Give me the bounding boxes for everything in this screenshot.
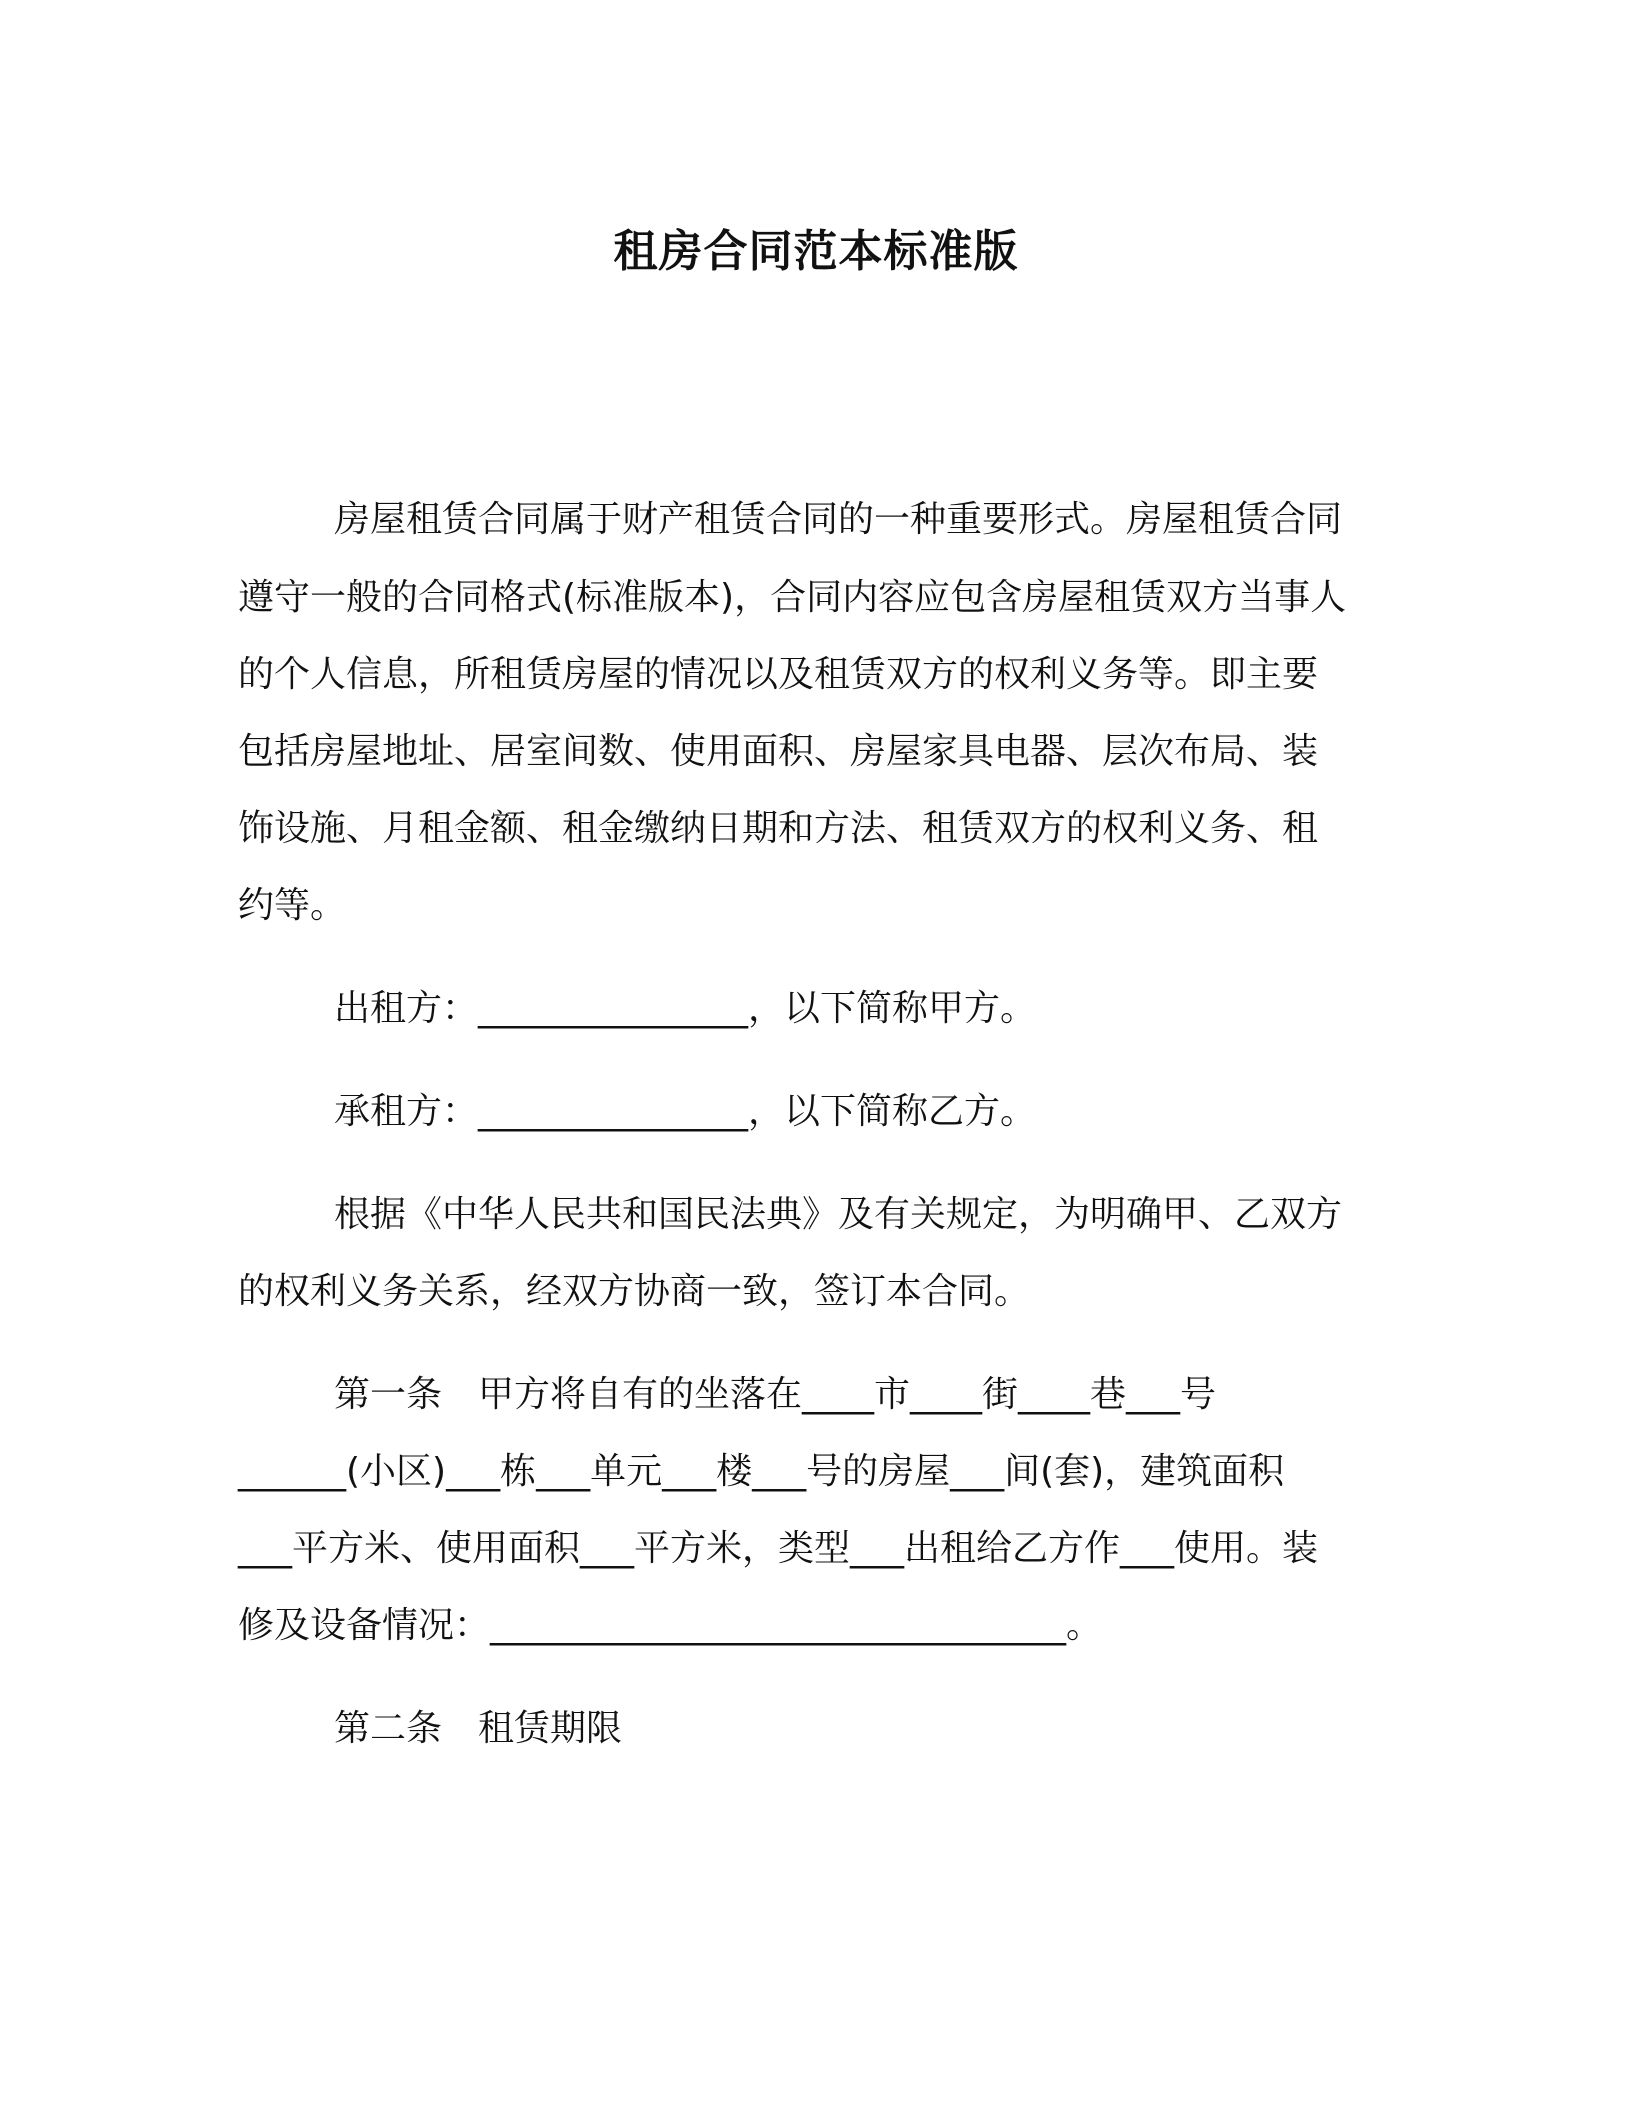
article-2-heading: 第二条 租赁期限: [334, 1708, 623, 1749]
intro-paragraph-line-2: 遵守一般的合同格式(标准版本)，合同内容应包含房屋租赁双方当事人: [238, 577, 1347, 618]
article-1-line-1: 第一条 甲方将自有的坐落在____市____街____巷___号: [334, 1374, 1217, 1415]
lessee-line: 承租方：_______________，以下简称乙方。: [334, 1091, 1037, 1132]
basis-paragraph-line-1: 根据《中华人民共和国民法典》及有关规定，为明确甲、乙双方: [334, 1194, 1343, 1235]
article-1-line-3: ___平方米、使用面积___平方米，类型___出租给乙方作___使用。装: [238, 1528, 1319, 1569]
intro-paragraph-line-6: 约等。: [238, 885, 347, 926]
basis-paragraph-line-2: 的权利义务关系，经双方协商一致，签订本合同。: [238, 1271, 1031, 1312]
article-1-line-2: ______(小区)___栋___单元___楼___号的房屋___间(套)，建筑面积: [238, 1451, 1285, 1492]
intro-paragraph-line-1: 房屋租赁合同属于财产租赁合同的一种重要形式。房屋租赁合同: [334, 499, 1343, 540]
intro-paragraph-line-4: 包括房屋地址、居室间数、使用面积、房屋家具电器、层次布局、装: [238, 731, 1319, 772]
intro-paragraph-line-3: 的个人信息，所租赁房屋的情况以及租赁双方的权利义务等。即主要: [238, 654, 1319, 695]
document-title: 租房合同范本标准版: [613, 226, 1019, 277]
intro-paragraph-line-5: 饰设施、月租金额、租金缴纳日期和方法、租赁双方的权利义务、租: [238, 808, 1319, 849]
article-1-line-4: 修及设备情况：________________________________。: [238, 1605, 1103, 1646]
lessor-line: 出租方：_______________，以下简称甲方。: [334, 988, 1037, 1029]
